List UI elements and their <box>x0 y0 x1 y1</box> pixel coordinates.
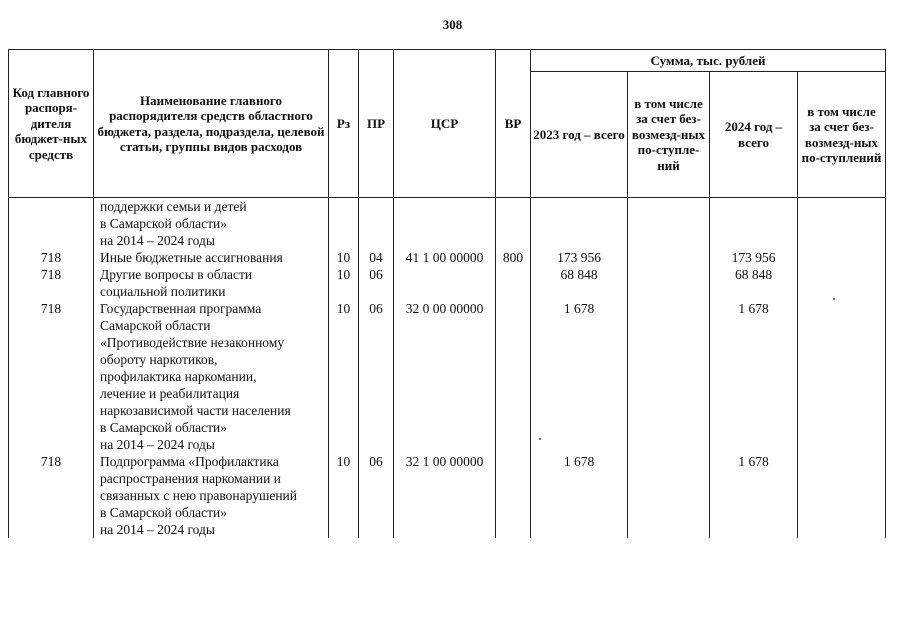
cell-csr: 41 1 00 00000 <box>394 249 496 266</box>
name-line: на 2014 – 2024 годы <box>100 437 215 452</box>
cell-2023-free <box>628 198 710 250</box>
cell-vr: 800 <box>496 249 531 266</box>
name-line: наркозависимой части населения <box>100 403 291 418</box>
table-row <box>9 300 886 453</box>
name-line: Иные бюджетные ассигнования <box>100 250 283 265</box>
name-line: «Противодействие незаконному <box>100 335 285 350</box>
name-line: социальной политики <box>100 284 226 299</box>
cell-rz: 10 <box>329 249 359 266</box>
cell-vr <box>496 198 531 250</box>
cell-rz: 10 <box>329 300 359 453</box>
cell-vr <box>496 266 531 300</box>
cell-pr <box>359 198 394 250</box>
table-row <box>9 453 886 538</box>
header-pr: ПР <box>359 50 394 198</box>
cell-2024-free <box>798 198 886 250</box>
name-line: Подпрограмма «Профилактика <box>100 454 279 469</box>
cell-vr <box>496 453 531 538</box>
name-line: Самарской области <box>100 318 211 333</box>
table-body <box>9 198 886 539</box>
cell-2024-free <box>798 453 886 538</box>
cell-2024-free <box>798 249 886 266</box>
cell-code: 718 <box>9 266 94 300</box>
header-2024-free: в том числе за счет без-возмезд-ных по-ступлений <box>798 72 886 198</box>
name-line: в Самарской области» <box>100 420 228 435</box>
table-row <box>9 266 886 300</box>
scan-speck <box>539 438 541 440</box>
cell-2023-total: 68 848 <box>531 266 628 300</box>
cell-2024-total: 68 848 <box>710 266 798 300</box>
cell-2023-free <box>628 453 710 538</box>
cell-csr: 32 1 00 00000 <box>394 453 496 538</box>
name-line: связанных с нею правонарушений <box>100 488 298 503</box>
cell-pr: 06 <box>359 300 394 453</box>
cell-2023-free <box>628 266 710 300</box>
name-line: распространения наркомании и <box>100 471 281 486</box>
header-2023-free: в том числе за счет без-возмезд-ных по-ступле-ний <box>628 72 710 198</box>
name-line: Другие вопросы в области <box>100 267 253 282</box>
header-name: Наименование главного распорядителя средств областного бюджета, раздела, подраздела, целевой статьи, группы видов расходов <box>94 50 329 198</box>
cell-2023-total: 1 678 <box>531 300 628 453</box>
name-line: в Самарской области» <box>100 216 228 231</box>
cell-2024-total: 1 678 <box>710 300 798 453</box>
name-line: поддержки семьи и детей <box>100 199 247 214</box>
table-row <box>9 249 886 266</box>
cell-vr <box>496 300 531 453</box>
header-2023-total: 2023 год – всего <box>531 72 628 198</box>
name-line: на 2014 – 2024 годы <box>100 233 215 248</box>
cell-csr: 32 0 00 00000 <box>394 300 496 453</box>
cell-2024-total <box>710 198 798 250</box>
cell-pr: 06 <box>359 266 394 300</box>
cell-2024-total: 1 678 <box>710 453 798 538</box>
name-line: Государственная программа <box>100 301 262 316</box>
cell-rz <box>329 198 359 250</box>
header-rz: Рз <box>329 50 359 198</box>
cell-name <box>94 453 329 538</box>
cell-rz: 10 <box>329 453 359 538</box>
cell-code <box>9 198 94 250</box>
name-line: лечение и реабилитация <box>100 386 240 401</box>
cell-csr <box>394 266 496 300</box>
page-number: 308 <box>442 17 463 32</box>
cell-name <box>94 266 329 300</box>
scan-speck <box>833 298 835 300</box>
cell-2023-free <box>628 300 710 453</box>
cell-2023-total: 1 678 <box>531 453 628 538</box>
name-line: обороту наркотиков, <box>100 352 218 367</box>
cell-2023-free <box>628 249 710 266</box>
cell-name <box>94 300 329 453</box>
name-line: профилактика наркомании, <box>100 369 257 384</box>
table-row <box>9 198 886 250</box>
name-line: на 2014 – 2024 годы <box>100 522 215 537</box>
header-sum-group: Сумма, тыс. рублей <box>531 50 886 72</box>
cell-name <box>94 198 329 250</box>
cell-2023-total <box>531 198 628 250</box>
cell-2024-free <box>798 300 886 453</box>
name-line: в Самарской области» <box>100 505 228 520</box>
cell-code: 718 <box>9 249 94 266</box>
cell-2024-total: 173 956 <box>710 249 798 266</box>
table-header <box>9 50 886 198</box>
cell-pr: 04 <box>359 249 394 266</box>
budget-table <box>8 49 886 538</box>
cell-2024-free <box>798 266 886 300</box>
header-vr: ВР <box>496 50 531 198</box>
cell-csr <box>394 198 496 250</box>
cell-name <box>94 249 329 266</box>
cell-pr: 06 <box>359 453 394 538</box>
cell-rz: 10 <box>329 266 359 300</box>
cell-code: 718 <box>9 300 94 453</box>
cell-2023-total: 173 956 <box>531 249 628 266</box>
header-code: Код главного распоря-дителя бюджет-ных средств <box>9 50 94 198</box>
header-2024-total: 2024 год – всего <box>710 72 798 198</box>
header-csr: ЦСР <box>394 50 496 198</box>
cell-code: 718 <box>9 453 94 538</box>
